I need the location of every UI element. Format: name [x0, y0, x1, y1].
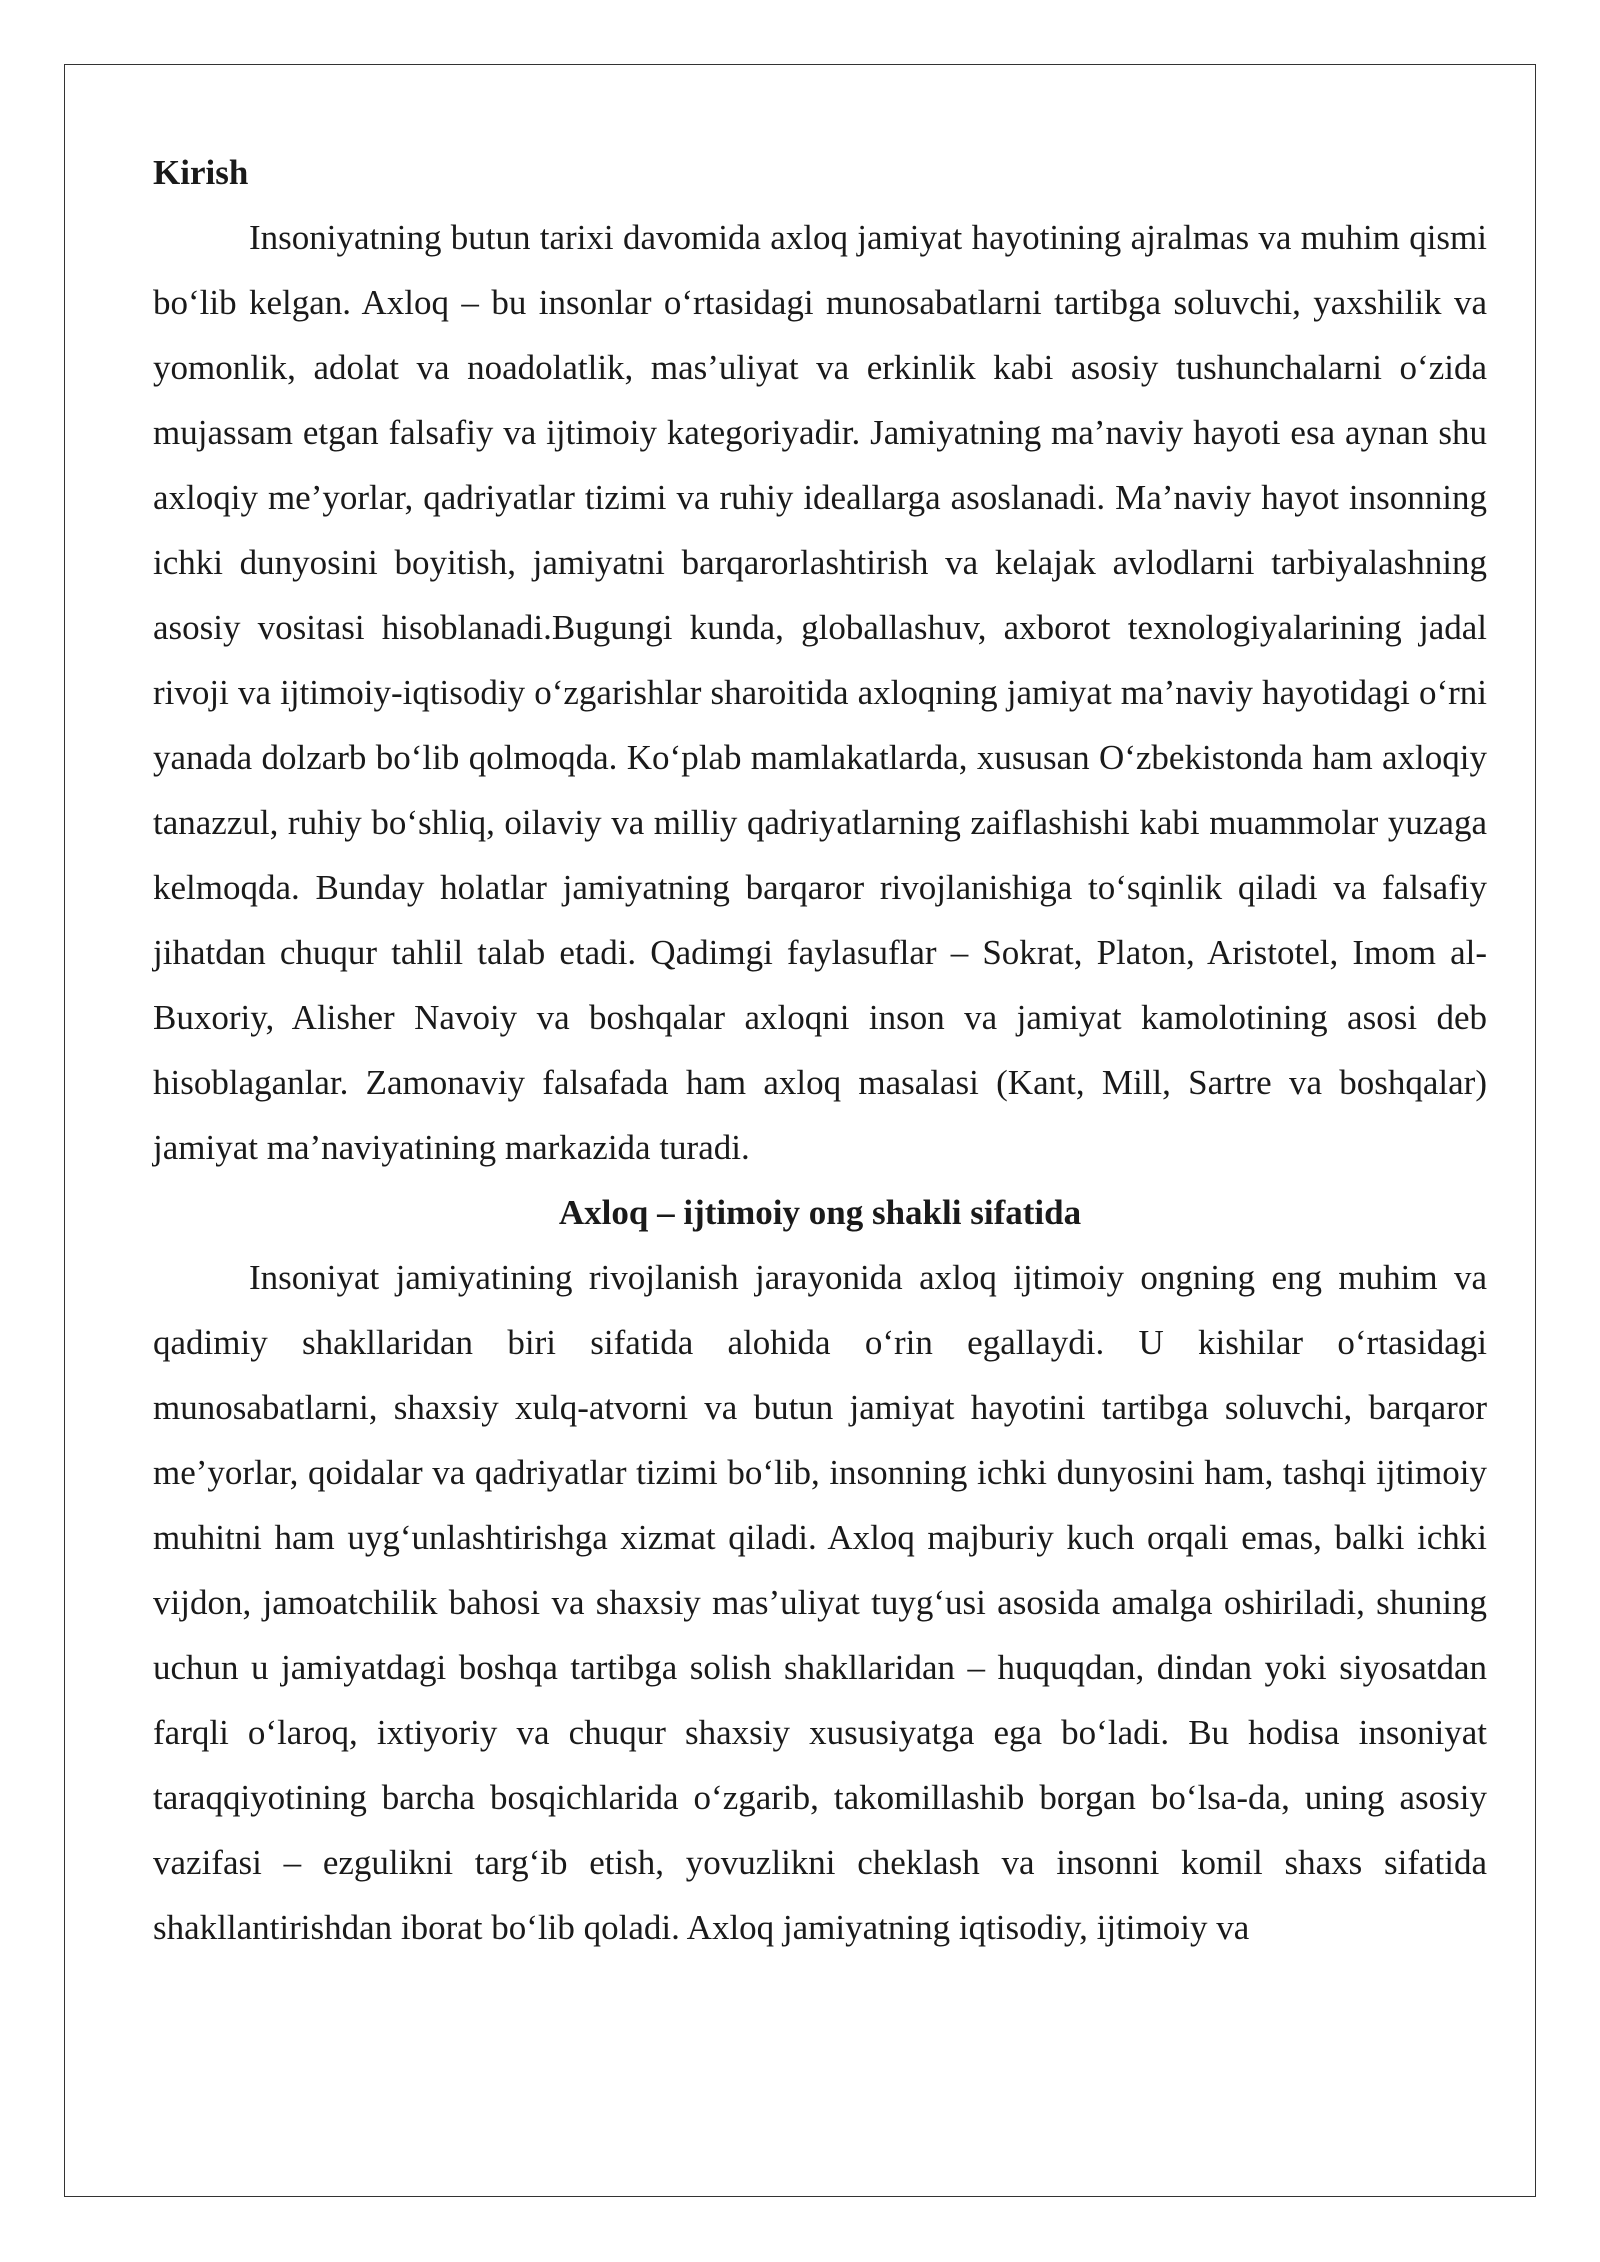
- document-body: [153, 140, 1487, 1960]
- section-paragraph: Insoniyat jamiyatining rivojlanish jarayonida axloq ijtimoiy ongning eng muhim va qadimiy shakllaridan biri sifatida alohida o‘rin egallaydi. U kishilar o‘rtasidagi munosabatlarni, shaxsiy xulq-atvorni va butun jamiyat hayotini tartibga soluvchi, barqaror me’yorlar, qoidalar va qadriyatlar tizimi bo‘lib, insonning ichki dunyosini ham, tashqi ijtimoiy muhitni ham uyg‘unlashtirishga xizmat qiladi. Axloq majburiy kuch orqali emas, balki ichki vijdon, jamoatchilik bahosi va shaxsiy mas’uliyat tuyg‘usi asosida amalga oshiriladi, shuning uchun u jamiyatdagi boshqa tartibga solish shakllaridan – huquqdan, dindan yoki siyosatdan farqli o‘laroq, ixtiyoriy va chuqur shaxsiy xususiyatga ega bo‘ladi. Bu hodisa insoniyat taraqqiyotining barcha bosqichlarida o‘zgarib, takomillashib borgan bo‘lsa-da, uning asosiy vazifasi – ezgulikni targ‘ib etish, yovuzlikni cheklash va insonni komil shaxs sifatida shakllantirishdan iborat bo‘lib qoladi. Axloq jamiyatning iqtisodiy, ijtimoiy va: [153, 1258, 1487, 1947]
- heading-intro: Kirish: [153, 153, 249, 192]
- intro-paragraph: Insoniyatning butun tarixi davomida axloq jamiyat hayotining ajralmas va muhim qismi bo‘lib kelgan. Axloq – bu insonlar o‘rtasidagi munosabatlarni tartibga soluvchi, yaxshilik va yomonlik, adolat va noadolatlik, mas’uliyat va erkinlik kabi asosiy tushunchalarni o‘zida mujassam etgan falsafiy va ijtimoiy kategoriyadir. Jamiyatning ma’naviy hayoti esa aynan shu axloqiy me’yorlar, qadriyatlar tizimi va ruhiy ideallarga asoslanadi. Ma’naviy hayot insonning ichki dunyosini boyitish, jamiyatni barqarorlashtirish va kelajak avlodlarni tarbiyalashning asosiy vositasi hisoblanadi.Bugungi kunda, globallashuv, axborot texnologiyalarining jadal rivoji va ijtimoiy-iqtisodiy o‘zgarishlar sharoitida axloqning jamiyat ma’naviy hayotidagi o‘rni yanada dolzarb bo‘lib qolmoqda. Ko‘plab mamlakatlarda, xususan O‘zbekistonda ham axloqiy tanazzul, ruhiy bo‘shliq, oilaviy va milliy qadriyatlarning zaiflashishi kabi muammolar yuzaga kelmoqda. Bunday holatlar jamiyatning barqaror rivojlanishiga to‘sqinlik qiladi va falsafiy jihatdan chuqur tahlil talab etadi. Qadimgi faylasuflar – Sokrat, Platon, Aristotel, Imom al-Buxoriy, Alisher Navoiy va boshqalar axloqni inson va jamiyat kamolotining asosi deb hisoblaganlar. Zamonaviy falsafada ham axloq masalasi (Kant, Mill, Sartre va boshqalar) jamiyat ma’naviyatining markazida turadi.: [153, 218, 1487, 1167]
- section-heading: Axloq – ijtimoiy ong shakli sifatida: [558, 1193, 1082, 1232]
